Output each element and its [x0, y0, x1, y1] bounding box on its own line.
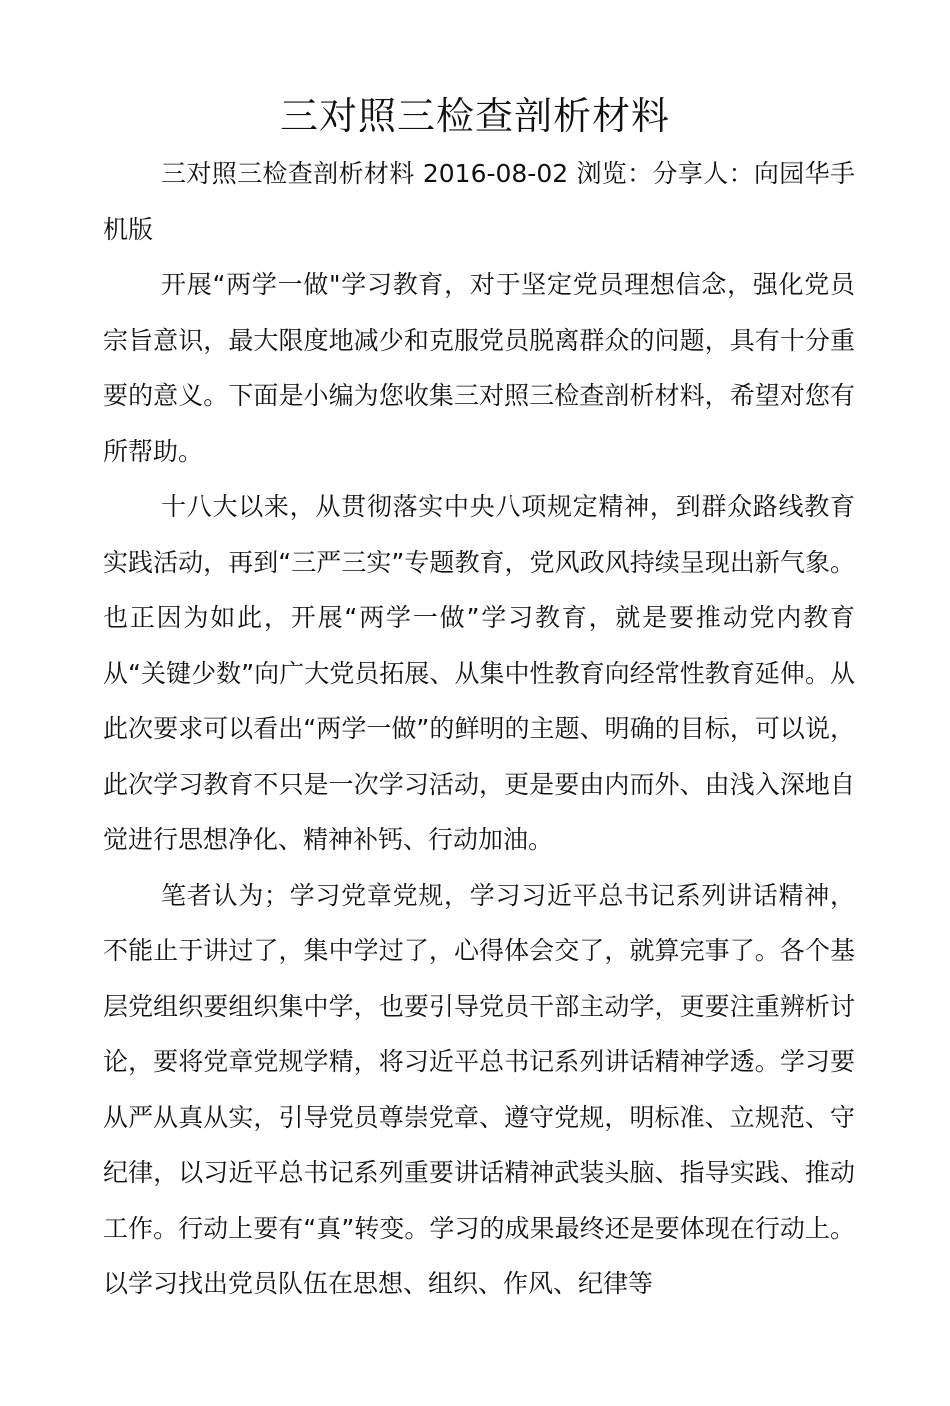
background-paragraph: 十八大以来，从贯彻落实中央八项规定精神，到群众路线教育实践活动，再到“三严三实”专题教育，党风政风持续呈现出新气象。也正因为如此，开展“两学一做”学习教育，就是要推动党内教育从“关键少数”向广大党员拓展、从集中性教育向经常性教育延伸。从此次要求可以看出“两学一做”的鲜明的主题、明确的目标，可以说，此次学习教育不只是一次学习活动，更是要由内而外、由浅入深地自觉进行思想净化、精神补钙、行动加油。	[103, 492, 855, 854]
meta-paragraph: 三对照三检查剖析材料 2016-08-02 浏览：分享人：向园华手机版	[103, 159, 855, 244]
opinion-paragraph: 笔者认为；学习党章党规，学习习近平总书记系列讲话精神，不能止于讲过了，集中学过了，心得体会交了，就算完事了。各个基层党组织要组织集中学，也要引导党员干部主动学，更要注重辨析讨论，要将党章党规学精，将习近平总书记系列讲话精神学透。学习要从严从真从实，引导党员尊崇党章、遵守党规，明标准、立规范、守纪律，以习近平总书记系列重要讲话精神武装头脑、指导实践、推动工作。行动上要有“真”转变。学习的成果最终还是要体现在行动上。以学习找出党员队伍在思想、组织、作风、纪律等	[103, 880, 855, 1298]
intro-paragraph: 开展“两学一做"学习教育，对于坚定党员理想信念，强化党员宗旨意识，最大限度地减少和克服党员脱离群众的问题，具有十分重要的意义。下面是小编为您收集三对照三检查剖析材料，希望对您有所帮助。	[103, 270, 855, 466]
document-body	[103, 146, 855, 1312]
document-title: 三对照三检查剖析材料	[279, 94, 670, 138]
